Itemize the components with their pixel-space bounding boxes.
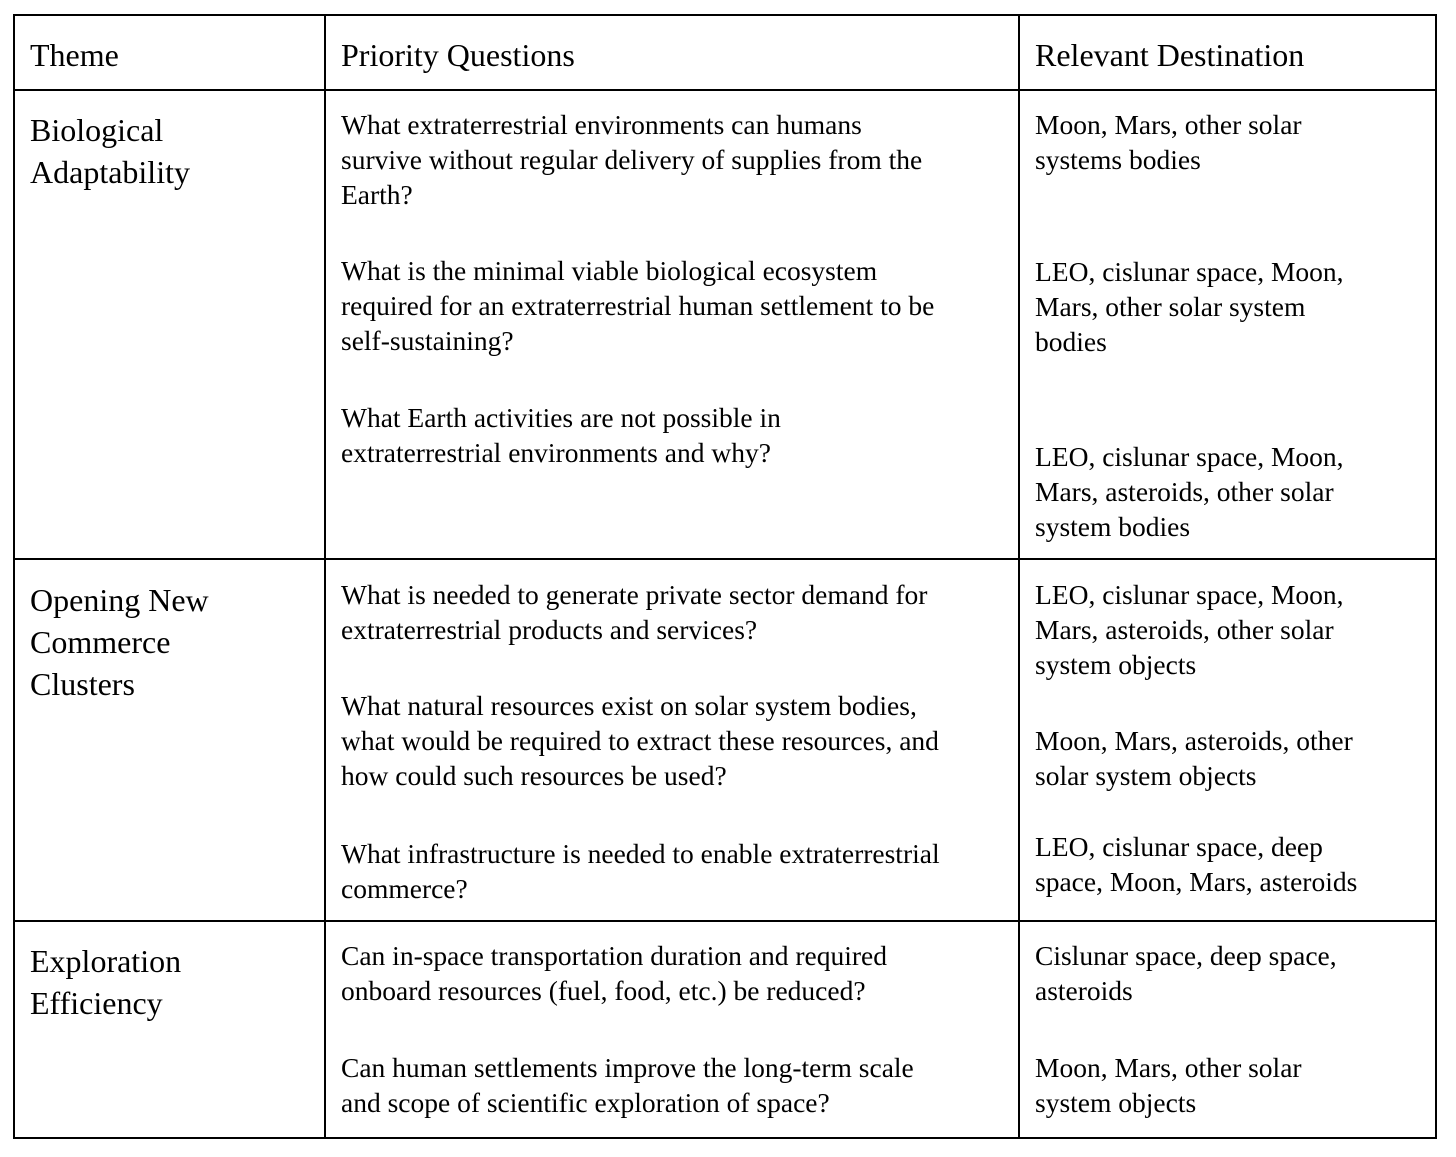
question-cell: What extraterrestrial environments can humans survive without regular delivery of supplies from the Earth? — [341, 109, 923, 210]
row-divider — [13, 920, 1437, 922]
question-cell: What Earth activities are not possible in extraterrestrial environments and why? — [341, 402, 781, 468]
question-cell: Can human settlements improve the long-term scale and scope of scientific exploration of space? — [341, 1052, 914, 1118]
table-border-left — [13, 14, 15, 1139]
table-border-right — [1435, 14, 1437, 1139]
row-divider — [13, 558, 1437, 560]
question-cell: What infrastructure is needed to enable extraterrestrial commerce? — [341, 838, 940, 904]
header-theme: Theme — [30, 37, 119, 73]
header-relevant-destination: Relevant Destination — [1035, 37, 1305, 73]
question-cell: Can in-space transportation duration and required onboard resources (fuel, food, etc.) be reduced? — [341, 940, 887, 1006]
question-cell: What is the minimal viable biological ecosystem required for an extraterrestrial human settlement to be self-sustaining? — [341, 255, 935, 356]
destination-cell: Moon, Mars, asteroids, other solar system objects — [1035, 725, 1353, 791]
table-border-bottom — [13, 1137, 1437, 1139]
destination-cell: LEO, cislunar space, Moon, Mars, other solar system bodies — [1035, 256, 1344, 357]
column-divider — [324, 14, 326, 1139]
destination-cell: LEO, cislunar space, deep space, Moon, Mars, asteroids — [1035, 831, 1358, 897]
column-divider — [1018, 14, 1020, 1139]
header-priority-questions: Priority Questions — [341, 37, 575, 73]
table-border-top — [13, 14, 1437, 16]
destination-cell: Moon, Mars, other solar system objects — [1035, 1052, 1302, 1118]
question-cell: What natural resources exist on solar system bodies, what would be required to extract these resources, and how could such resources be used? — [341, 690, 939, 791]
header-divider — [13, 89, 1437, 91]
destination-cell: Moon, Mars, other solar systems bodies — [1035, 109, 1302, 175]
destination-cell: LEO, cislunar space, Moon, Mars, asteroids, other solar system bodies — [1035, 441, 1344, 542]
theme-cell: Biological Adaptability — [30, 112, 190, 190]
theme-cell: Exploration Efficiency — [30, 943, 182, 1021]
question-cell: What is needed to generate private sector demand for extraterrestrial products and services? — [341, 579, 928, 645]
destination-cell: Cislunar space, deep space, asteroids — [1035, 940, 1337, 1006]
destination-cell: LEO, cislunar space, Moon, Mars, asteroids, other solar system objects — [1035, 579, 1344, 680]
theme-cell: Opening New Commerce Clusters — [30, 582, 209, 702]
